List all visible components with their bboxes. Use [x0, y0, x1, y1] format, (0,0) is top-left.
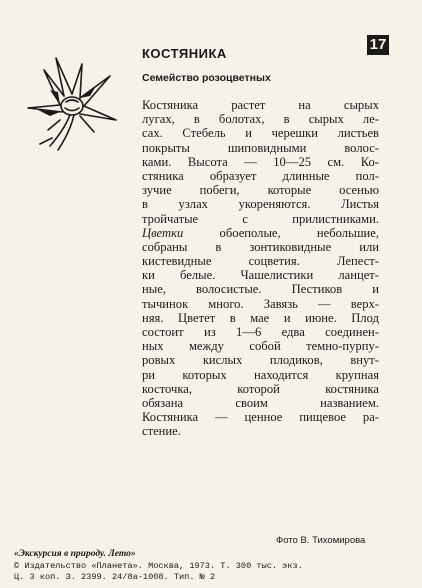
text-line: тычинок много. Завязь — верх- — [142, 296, 379, 311]
publisher-imprint — [14, 561, 303, 583]
text-line: Костяника растет на сырых — [142, 98, 379, 112]
text-line: состоит из 1—6 едва соединен- — [142, 325, 379, 339]
text-line: собраны в зонтиковидные или — [142, 239, 379, 254]
text-line: тройчатые с прилистниками. — [142, 211, 379, 226]
text-line: ровых кислых плодиков, внут- — [142, 353, 379, 368]
text-line: ки белые. Чашелистики ланцет- — [142, 268, 379, 283]
text-line: ками. Высота — 10—25 см. Ко- — [142, 154, 379, 169]
text-line: косточка, которой костяника — [142, 381, 379, 396]
text-line: няя. Цветет в мае и июне. Плод — [142, 310, 379, 325]
text-line: обязана своим названием. — [142, 395, 379, 410]
text-line: стение. — [142, 424, 181, 439]
text-line: ных между собой темно-пурпу- — [142, 339, 379, 354]
plant-family: Семейство розоцветных — [142, 72, 271, 84]
text-line: Костяника — ценное пищевое ра- — [142, 410, 379, 425]
series-title: «Экскурсия в природу. Лето» — [14, 549, 136, 559]
imprint-line: © Издательство «Планета». Москва, 1973. Т. 300 тыс. экз. — [14, 561, 303, 571]
plant-title: КОСТЯНИКА — [142, 46, 227, 61]
text-line: в узлах укореняются. Листья — [142, 197, 379, 212]
text-line: ри которых находится крупная — [142, 367, 379, 382]
photo-credit: Фото В. Тихомирова — [276, 535, 366, 546]
text-line: покрыты шиповидными волос- — [142, 140, 379, 155]
text-line: лугах, в болотах, в сырых ле- — [142, 112, 379, 127]
text-line: Цветки обоеполые, небольшие, — [142, 225, 379, 240]
imprint-line: Ц. 3 коп. З. 2399. 24/8а-1008. Тип. № 2 — [14, 572, 216, 582]
stone-bramble-flower-icon — [20, 50, 125, 155]
description-text — [142, 98, 379, 439]
text-line: зучие побеги, которые осенью — [142, 183, 379, 198]
text-line: кистевидные соцветия. Лепест- — [142, 254, 379, 269]
italic-term: Цветки — [142, 225, 184, 240]
text-line: сах. Стебель и черешки листьев — [142, 126, 379, 141]
card-number-badge: 17 — [367, 35, 389, 55]
text-line: стяника образует длинные пол- — [142, 168, 379, 183]
text-line: ные, волосистые. Пестиков и — [142, 282, 379, 297]
